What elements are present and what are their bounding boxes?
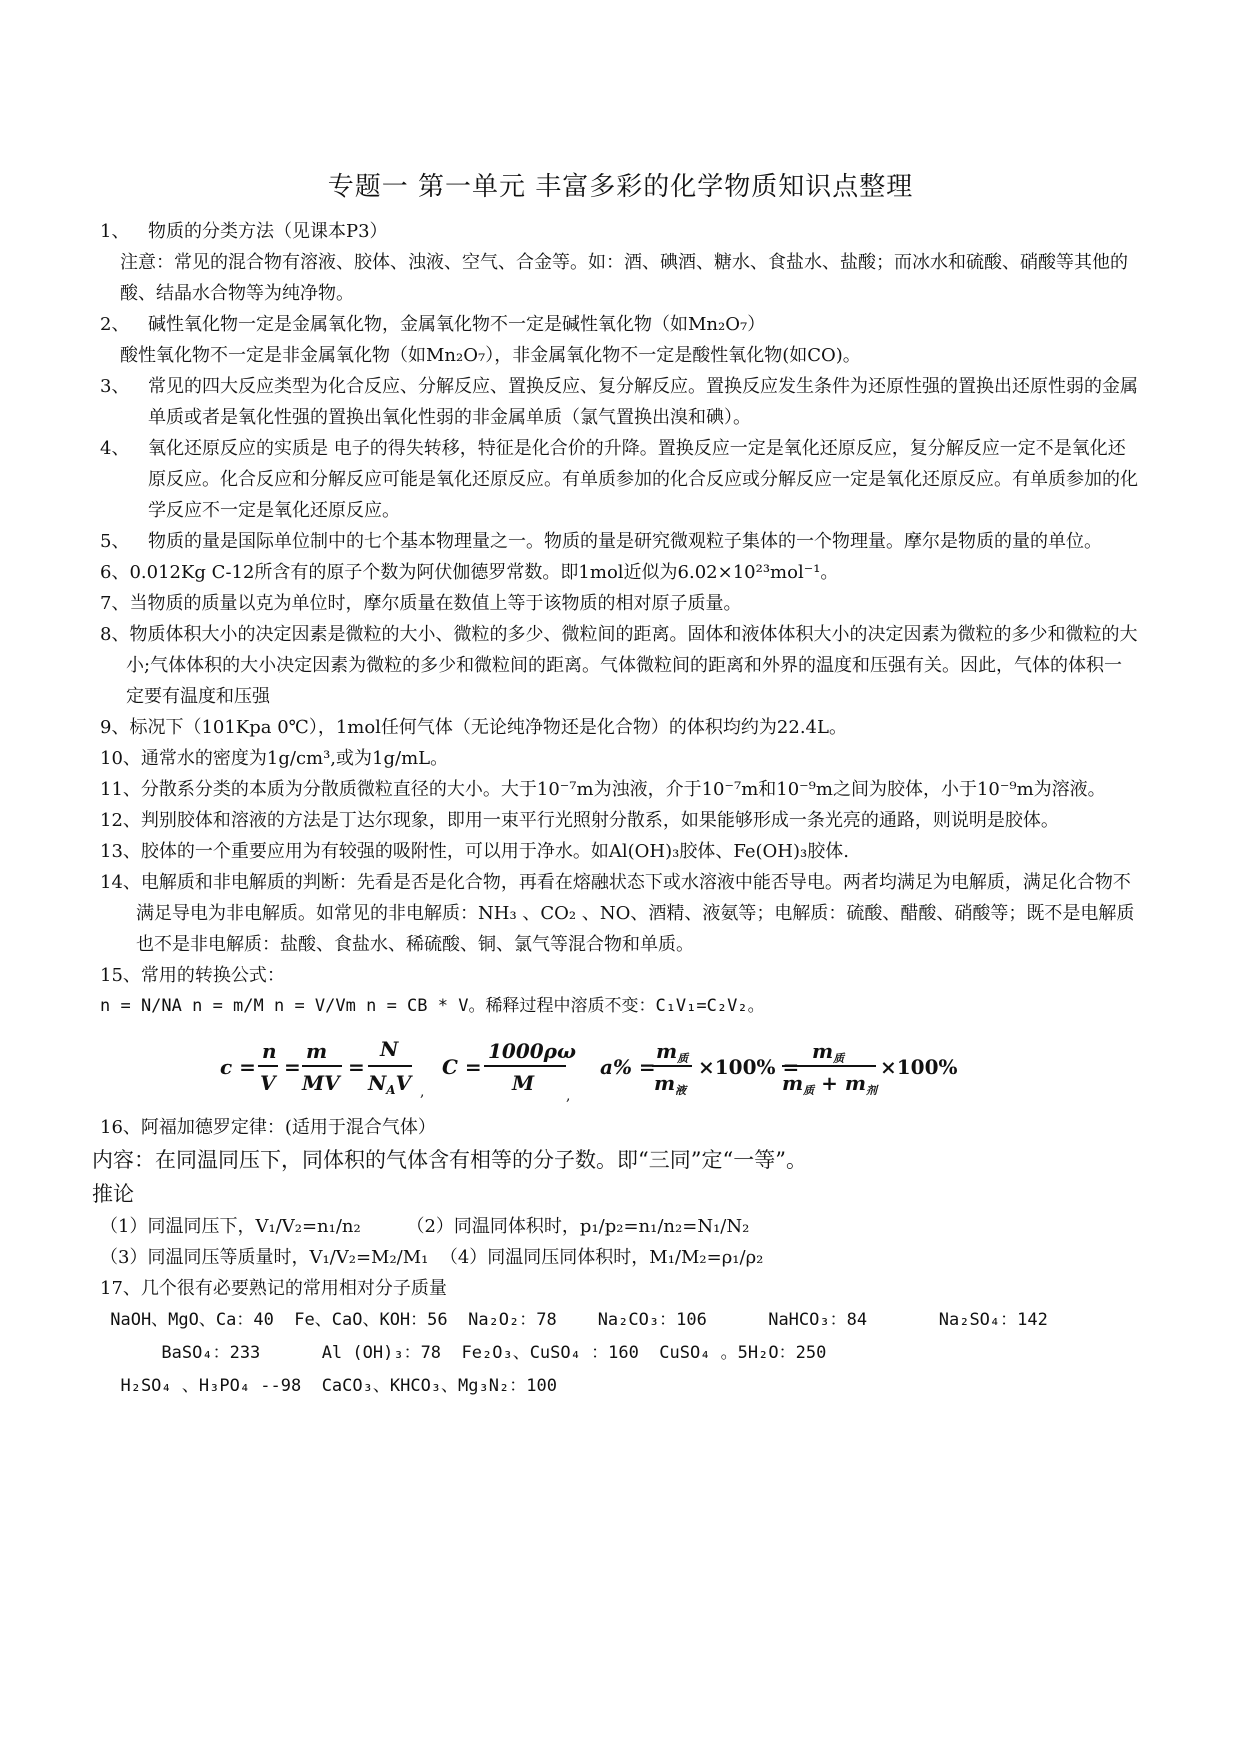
svg-text:,: , xyxy=(420,1084,425,1100)
svg-text:M: M xyxy=(512,1071,535,1095)
svg-text:m质 + m剂: $m_质 + m_剂$ xyxy=(782,1071,878,1097)
svg-text:MV: MV xyxy=(302,1071,340,1095)
item-16: 16、阿福加德罗定律：(适用于混合气体） xyxy=(100,1117,436,1138)
item-1 xyxy=(100,216,1140,247)
item-number: 2、 xyxy=(100,314,130,335)
item-text: 常见的四大反应类型为化合反应、分解反应、置换反应、复分解反应。置换反应发生条件为还原性强的置换出还原性弱的金属单质或者是氧化性强的置换出氧化性弱的非金属单质（氯气置换出溴和碘）。 xyxy=(148,376,1138,428)
svg-text:C =: C = xyxy=(442,1055,482,1079)
svg-text:=: = xyxy=(284,1055,301,1079)
item-10: 10、通常水的密度为1g/cm³,或为1g/mL。 xyxy=(100,748,449,769)
inference-3-4: （3）同温同压等质量时，V₁/V₂=M₂/M₁ （4）同温同压同体积时，M₁/M₂=ρ₁/ρ₂ xyxy=(100,1247,764,1268)
item-12: 12、判别胶体和溶液的方法是丁达尔现象，即用一束平行光照射分散系，如果能够形成一条光亮的通路，则说明是胶体。 xyxy=(100,810,1059,831)
page-title: 专题一 第一单元 丰富多彩的化学物质知识点整理 xyxy=(327,172,914,202)
item-14: 14、电解质和非电解质的判断：先看是否是化合物，再看在熔融状态下或水溶液中能否导电。两者均满足为电解质，满足化合物不满足导电为非电解质。如常见的非电解质：NH₃ 、CO₂ 、NO、酒精、液氨等；电解质：硫酸、醋酸、硝酸等；既不是电解质也不是非电解质：盐酸、食盐水、稀硫酸、铜、氯气等混合物和单质。 xyxy=(100,872,1135,955)
item-17: 17、几个很有必要熟记的常用相对分子质量 xyxy=(100,1278,447,1299)
svg-text:c =: c = xyxy=(220,1055,256,1079)
svg-text:N: N xyxy=(380,1037,399,1061)
svg-text:NAV: $N_AV$ xyxy=(368,1071,412,1097)
item-15: 15、常用的转换公式： xyxy=(100,965,285,986)
item-text: 氧化还原反应的实质是 电子的得失转移，特征是化合价的升降。置换反应一定是氧化还原反应，复分解反应一定不是氧化还原反应。化合反应和分解反应可能是氧化还原反应。有单质参加的化合反应或分解反应一定是氧化还原反应。有单质参加的化学反应不一定是氧化还原反应。 xyxy=(148,438,1138,521)
svg-text:n: n xyxy=(262,1039,277,1063)
svg-text:=: = xyxy=(348,1055,365,1079)
item-number: 5、 xyxy=(100,531,130,552)
item-6: 6、0.012Kg C-12所含有的原子个数为阿伏伽德罗常数。即1mol近似为6.02×10²³mol⁻¹。 xyxy=(100,562,839,583)
svg-text:1000ρω: 1000ρω xyxy=(488,1039,577,1063)
molar-mass-line-1: NaOH、MgO、Ca：40 Fe、CaO、KOH：56 Na₂O₂：78 Na₂CO₃：106 NaHCO₃：84 Na₂SO₄：142 xyxy=(100,1310,1048,1330)
svg-text:m: m xyxy=(306,1039,328,1063)
item-3 xyxy=(100,371,1140,433)
item-9: 9、标况下（101Kpa 0℃），1mol任何气体（无论纯净物还是化合物）的体积均约为22.4L。 xyxy=(100,717,847,738)
item-text: 物质的量是国际单位制中的七个基本物理量之一。物质的量是研究微观粒子集体的一个物理量。摩尔是物质的量的单位。 xyxy=(148,531,1102,552)
svg-text:,: , xyxy=(566,1088,571,1104)
item-7: 7、当物质的质量以克为单位时，摩尔质量在数值上等于该物质的相对原子质量。 xyxy=(100,593,742,614)
item-2 xyxy=(100,309,1140,340)
item-4 xyxy=(100,433,1140,526)
document-body xyxy=(92,216,1140,1403)
inference-heading: 推论 xyxy=(92,1182,134,1206)
item-1-note: 注意：常见的混合物有溶液、胶体、浊液、空气、合金等。如：酒、碘酒、糖水、食盐水、盐酸；而冰水和硫酸、硝酸等其他的酸、结晶水合物等为纯净物。 xyxy=(120,252,1128,304)
item-number: 4、 xyxy=(100,438,130,459)
svg-text:a% =: a% = xyxy=(600,1055,656,1079)
molar-mass-line-3: H₂SO₄ 、H₃PO₄ --98 CaCO₃、KHCO₃、Mg₃N₂：100 xyxy=(100,1376,557,1396)
item-number: 1、 xyxy=(100,221,130,242)
svg-text:m质: $m_质$ xyxy=(812,1039,845,1065)
inference-1-2: （1）同温同压下，V₁/V₂=n₁/n₂ （2）同温同体积时，p₁/p₂=n₁/n₂=N₁/N₂ xyxy=(100,1216,750,1237)
item-8: 8、物质体积大小的决定因素是微粒的大小、微粒的多少、微粒间的距离。固体和液体体积大小的决定因素为微粒的多少和微粒的大小;气体体积的大小决定因素为微粒的多少和微粒间的距离。气体微粒间的距离和外界的温度和压强有关。因此，气体的体积一定要有温度和压强 xyxy=(100,624,1138,707)
item-text: 碱性氧化物一定是金属氧化物，金属氧化物不一定是碱性氧化物（如Mn₂O₇） xyxy=(148,314,766,335)
item-text: 物质的分类方法（见课本P3） xyxy=(148,221,388,242)
item-5 xyxy=(100,526,1140,557)
molar-mass-line-2: BaSO₄：233 Al (OH)₃：78 Fe₂O₃、CuSO₄ ：160 CuSO₄ 。5H₂O：250 xyxy=(100,1343,827,1363)
formula-image xyxy=(100,1022,1140,1112)
item-number: 3、 xyxy=(100,376,130,397)
svg-text:m质: $m_质$ xyxy=(656,1039,689,1065)
svg-text:V: V xyxy=(260,1071,276,1095)
item-13: 13、胶体的一个重要应用为有较强的吸附性，可以用于净水。如Al(OH)₃胶体、Fe(OH)₃胶体. xyxy=(100,841,849,862)
svg-text:m液: $m_液$ xyxy=(654,1071,687,1097)
svg-text:×100%: ×100% xyxy=(880,1055,958,1079)
formula-graphic xyxy=(220,1028,1020,1108)
item-2-line2: 酸性氧化物不一定是非金属氧化物（如Mn₂O₇），非金属氧化物不一定是酸性氧化物(如CO)。 xyxy=(120,345,861,366)
item-11: 11、分散系分类的本质为分散质微粒直径的大小。大于10⁻⁷m为浊液，介于10⁻⁷m和10⁻⁹m之间为胶体，小于10⁻⁹m为溶液。 xyxy=(100,779,1106,800)
svg-text:×100% =: ×100% = xyxy=(698,1055,800,1079)
avogadro-content: 内容：在同温同压下，同体积的气体含有相等的分子数。即“三同”定“一等”。 xyxy=(92,1148,807,1172)
conversion-formulas: n = N/NA n = m/M n = V/Vm n = CB * V。稀释过程中溶质不变：C₁V₁=C₂V₂。 xyxy=(100,996,765,1016)
